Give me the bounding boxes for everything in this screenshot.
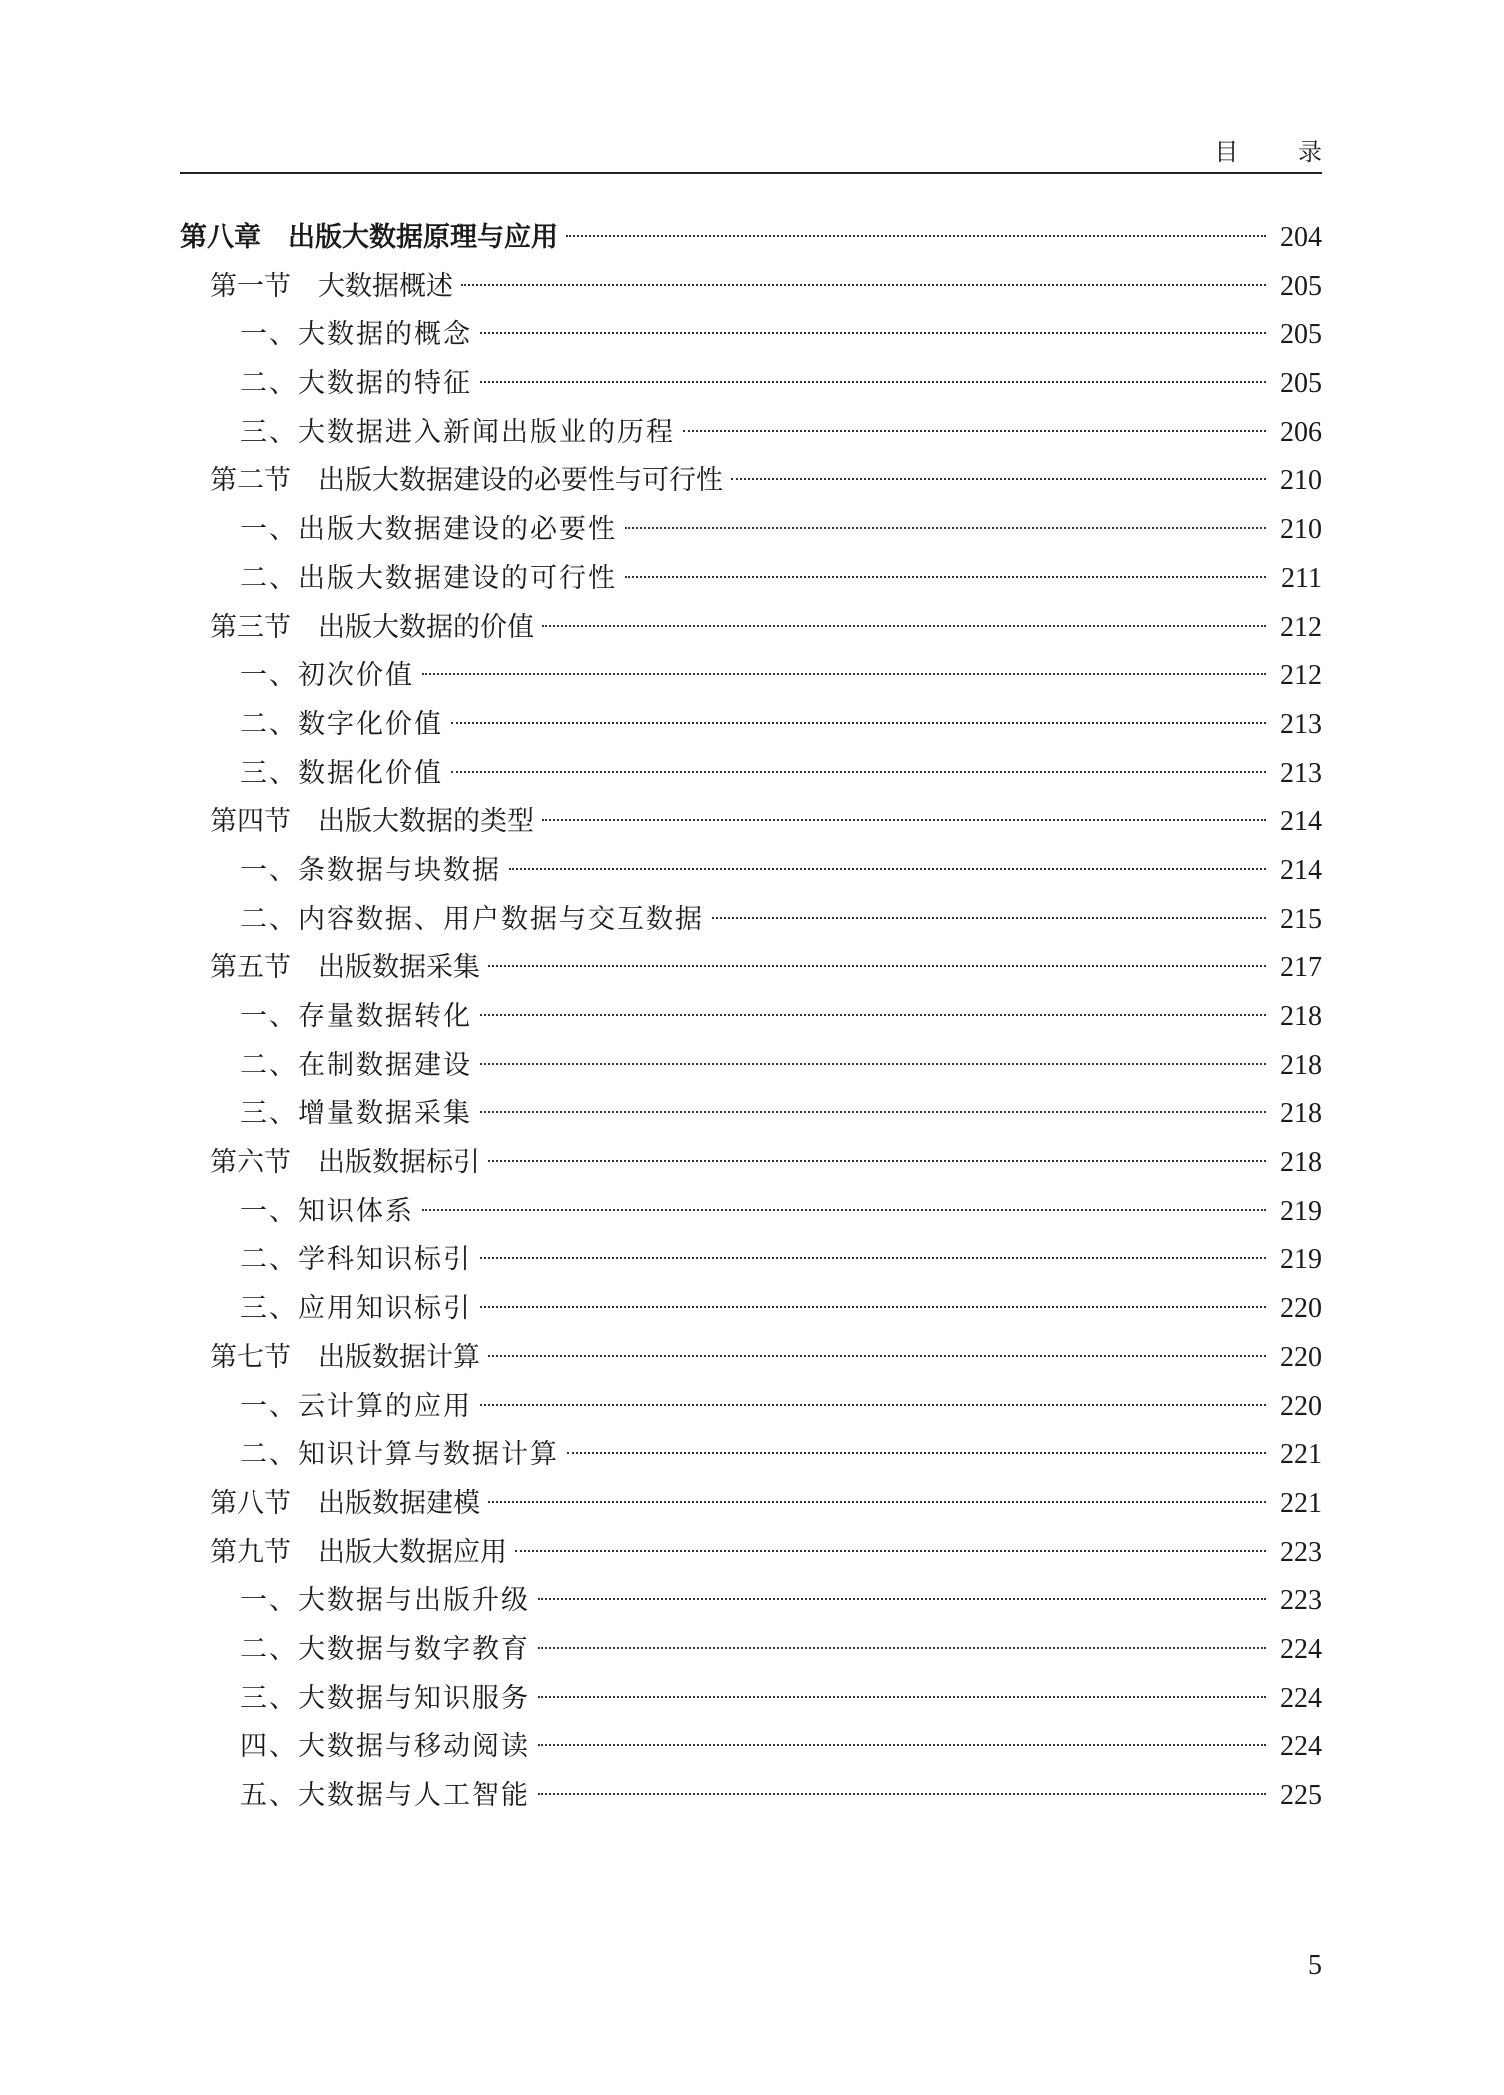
- toc-entry-title: 第九节 出版大数据应用: [210, 1536, 507, 1568]
- toc-entry-page: 211: [1281, 562, 1322, 594]
- toc-entry-title: 第八章 出版大数据原理与应用: [180, 222, 558, 253]
- toc-entry-item[interactable]: [180, 847, 1322, 896]
- toc-entry-item[interactable]: [180, 409, 1322, 458]
- toc-entry-title: 一、知识体系: [240, 1195, 414, 1227]
- toc-entry-title: 二、数字化价值: [240, 708, 443, 740]
- dot-leader: [422, 673, 1266, 675]
- toc-entry-title: 五、大数据与人工智能: [240, 1780, 530, 1811]
- toc-entry-page: 218: [1280, 1001, 1322, 1032]
- dot-leader: [461, 284, 1266, 286]
- toc-entry-page: 205: [1280, 368, 1322, 400]
- dot-leader: [625, 576, 1266, 578]
- toc-entry-item[interactable]: [180, 1723, 1322, 1772]
- toc-entry-title: 一、大数据的概念: [240, 319, 472, 351]
- toc-entry-item[interactable]: [180, 750, 1322, 799]
- toc-entry-item[interactable]: [180, 1675, 1322, 1724]
- dot-leader: [538, 1744, 1266, 1746]
- toc-entry-page: 214: [1280, 806, 1322, 838]
- toc-entry-title: 二、出版大数据建设的可行性: [240, 562, 617, 594]
- toc-entry-page: 218: [1280, 1147, 1322, 1179]
- toc-entry-section[interactable]: [180, 944, 1322, 993]
- dot-leader: [480, 1257, 1266, 1259]
- toc-entry-title: 三、应用知识标引: [240, 1293, 472, 1325]
- toc-entry-section[interactable]: [180, 1334, 1322, 1383]
- page-number: 5: [1308, 1950, 1322, 1981]
- dot-leader: [480, 1014, 1266, 1016]
- toc-entry-title: 一、云计算的应用: [240, 1390, 472, 1422]
- dot-leader: [538, 1598, 1266, 1600]
- toc-entry-title: 一、条数据与块数据: [240, 854, 501, 886]
- toc-entry-item[interactable]: [180, 1772, 1322, 1821]
- toc-entry-section[interactable]: [180, 457, 1322, 506]
- toc-entry-page: 220: [1280, 1341, 1322, 1373]
- toc-entry-title: 三、增量数据采集: [240, 1098, 472, 1130]
- toc-entry-page: 224: [1280, 1731, 1322, 1763]
- header-title: 目 录: [1214, 138, 1348, 166]
- toc-entry-item[interactable]: [180, 993, 1322, 1042]
- toc-entry-item[interactable]: [180, 1431, 1322, 1480]
- toc-entry-title: 二、大数据与数字教育: [240, 1633, 530, 1665]
- toc-entry-title: 第四节 出版大数据的类型: [210, 806, 534, 838]
- dot-leader: [488, 965, 1266, 967]
- dot-leader: [567, 1452, 1266, 1454]
- toc-entry-page: 205: [1280, 270, 1322, 302]
- toc-entry-section[interactable]: [180, 1529, 1322, 1578]
- toc-entry-title: 三、大数据与知识服务: [240, 1682, 530, 1714]
- toc-entry-item[interactable]: [180, 1188, 1322, 1237]
- dot-leader: [625, 527, 1266, 529]
- toc-entry-title: 第八节 出版数据建模: [210, 1487, 480, 1519]
- toc-entry-title: 二、内容数据、用户数据与交互数据: [240, 903, 704, 935]
- toc-entry-page: 225: [1280, 1780, 1322, 1811]
- toc-entry-title: 第五节 出版数据采集: [210, 952, 480, 984]
- toc-entry-title: 三、数据化价值: [240, 757, 443, 789]
- toc-entry-title: 一、初次价值: [240, 660, 414, 692]
- toc-entry-item[interactable]: [180, 506, 1322, 555]
- toc-entry-item[interactable]: [180, 1577, 1322, 1626]
- toc-entry-section[interactable]: [180, 263, 1322, 312]
- toc-entry-item[interactable]: [180, 360, 1322, 409]
- toc-entry-page: 224: [1280, 1633, 1322, 1665]
- toc-entry-item[interactable]: [180, 701, 1322, 750]
- toc-entry-page: 223: [1280, 1585, 1322, 1617]
- toc-entry-title: 四、大数据与移动阅读: [240, 1731, 530, 1763]
- toc-entry-title: 二、在制数据建设: [240, 1049, 472, 1081]
- toc-entry-item[interactable]: [180, 652, 1322, 701]
- dot-leader: [542, 625, 1266, 627]
- dot-leader: [451, 722, 1266, 724]
- toc-entry-page: 220: [1280, 1390, 1322, 1422]
- toc-entry-title: 第一节 大数据概述: [210, 270, 453, 302]
- toc-entry-title: 第三节 出版大数据的价值: [210, 611, 534, 643]
- toc-entry-page: 206: [1280, 416, 1322, 448]
- toc-entry-page: 218: [1280, 1098, 1322, 1130]
- toc-entry-page: 224: [1280, 1682, 1322, 1714]
- toc-entry-title: 第六节 出版数据标引: [210, 1147, 480, 1179]
- toc-entry-page: 221: [1280, 1487, 1322, 1519]
- dot-leader: [480, 1111, 1266, 1113]
- dot-leader: [480, 332, 1266, 334]
- dot-leader: [488, 1160, 1266, 1162]
- toc-entry-item[interactable]: [180, 1285, 1322, 1334]
- toc-entry-chapter[interactable]: [180, 214, 1322, 263]
- toc-entry-title: 第七节 出版数据计算: [210, 1341, 480, 1373]
- toc-entry-page: 218: [1280, 1049, 1322, 1081]
- dot-leader: [542, 819, 1266, 821]
- toc-entry-page: 215: [1280, 903, 1322, 935]
- dot-leader: [488, 1501, 1266, 1503]
- toc-entry-item[interactable]: [180, 1042, 1322, 1091]
- page-header: [180, 128, 1348, 174]
- toc-entry-title: 二、知识计算与数据计算: [240, 1439, 559, 1471]
- dot-leader: [480, 1404, 1266, 1406]
- dot-leader: [683, 430, 1266, 432]
- toc-entry-page: 223: [1280, 1536, 1322, 1568]
- toc-entry-page: 212: [1280, 660, 1322, 692]
- toc-entry-title: 一、出版大数据建设的必要性: [240, 514, 617, 546]
- toc-entry-page: 210: [1280, 465, 1322, 497]
- toc-entry-section[interactable]: [180, 798, 1322, 847]
- toc-entry-page: 220: [1280, 1293, 1322, 1325]
- dot-leader: [509, 868, 1266, 870]
- table-of-contents: [180, 214, 1322, 1821]
- toc-entry-page: 217: [1280, 952, 1322, 984]
- dot-leader: [451, 771, 1266, 773]
- toc-entry-title: 一、存量数据转化: [240, 1001, 472, 1032]
- dot-leader: [422, 1209, 1266, 1211]
- toc-entry-title: 一、大数据与出版升级: [240, 1585, 530, 1617]
- dot-leader: [731, 478, 1266, 480]
- dot-leader: [712, 917, 1266, 919]
- toc-entry-item[interactable]: [180, 555, 1322, 604]
- toc-entry-item[interactable]: [180, 1236, 1322, 1285]
- toc-entry-section[interactable]: [180, 604, 1322, 653]
- toc-entry-item[interactable]: [180, 896, 1322, 945]
- dot-leader: [538, 1647, 1266, 1649]
- toc-entry-page: 213: [1280, 757, 1322, 789]
- dot-leader: [538, 1696, 1266, 1698]
- toc-entry-page: 219: [1280, 1195, 1322, 1227]
- dot-leader: [488, 1355, 1266, 1357]
- toc-entry-page: 219: [1280, 1244, 1322, 1276]
- toc-entry-item[interactable]: [180, 311, 1322, 360]
- toc-entry-title: 二、学科知识标引: [240, 1244, 472, 1276]
- toc-entry-title: 三、大数据进入新闻出版业的历程: [240, 416, 675, 448]
- toc-entry-item[interactable]: [180, 1383, 1322, 1432]
- dot-leader: [515, 1550, 1266, 1552]
- toc-entry-page: 205: [1280, 319, 1322, 351]
- toc-entry-page: 214: [1280, 854, 1322, 886]
- toc-entry-page: 204: [1280, 222, 1322, 253]
- toc-entry-item[interactable]: [180, 1090, 1322, 1139]
- toc-entry-page: 213: [1280, 708, 1322, 740]
- toc-entry-section[interactable]: [180, 1139, 1322, 1188]
- toc-entry-title: 二、大数据的特征: [240, 368, 472, 400]
- dot-leader: [480, 1306, 1266, 1308]
- dot-leader: [480, 1063, 1266, 1065]
- toc-entry-page: 221: [1280, 1439, 1322, 1471]
- dot-leader: [480, 381, 1266, 383]
- toc-entry-page: 210: [1280, 514, 1322, 546]
- toc-entry-title: 第二节 出版大数据建设的必要性与可行性: [210, 465, 723, 497]
- toc-entry-item[interactable]: [180, 1626, 1322, 1675]
- dot-leader: [538, 1793, 1266, 1795]
- dot-leader: [566, 235, 1266, 237]
- toc-entry-page: 212: [1280, 611, 1322, 643]
- toc-entry-section[interactable]: [180, 1480, 1322, 1529]
